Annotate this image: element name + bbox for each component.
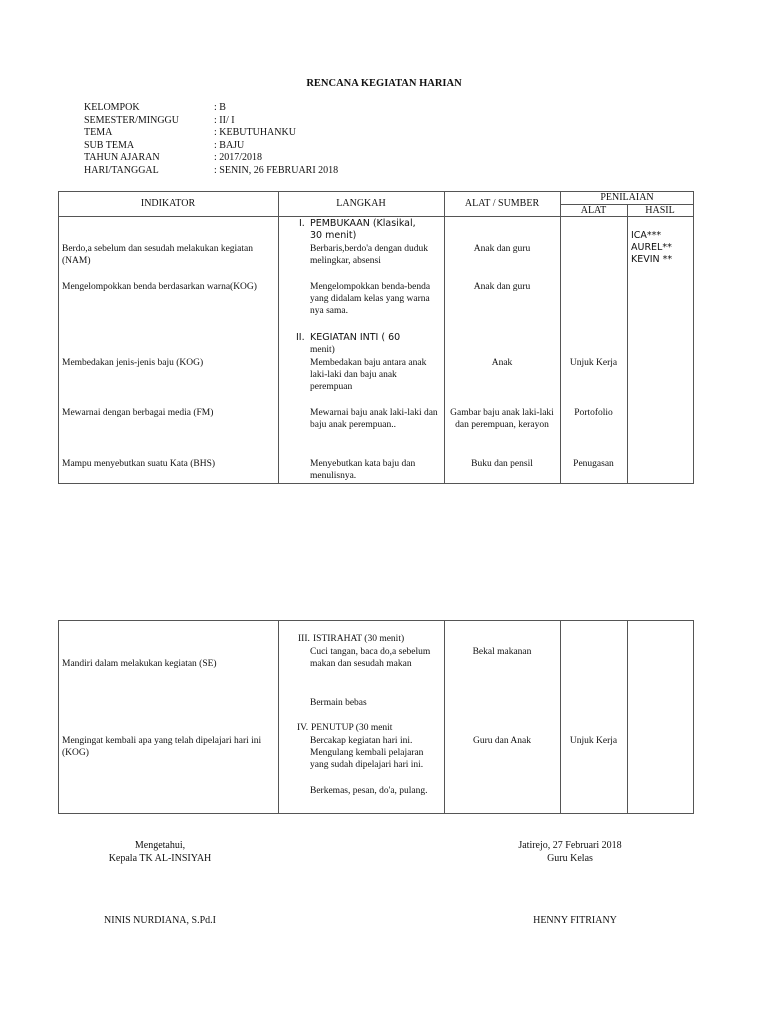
indikator-cell: Membedakan jenis-jenis baju (KOG) <box>62 358 204 368</box>
hasil-list <box>631 230 691 266</box>
signature-right-name: HENNY FITRIANY <box>533 915 617 926</box>
step-number: II. <box>296 332 305 343</box>
step-title: ISTIRAHAT (30 menit) <box>313 634 405 644</box>
info-label: SEMESTER/MINGGU <box>84 114 180 126</box>
indikator-cell: Berdo,a sebelum dan sesudah melakukan kegiatan (NAM) <box>62 244 253 266</box>
info-row-tema <box>84 127 338 140</box>
info-row-semester <box>84 115 338 128</box>
langkah-cell: Berkemas, pesan, do'a, pulang. <box>310 786 428 796</box>
langkah-cell: Bercakap kegiatan hari ini. Mengulang kembali pelajaran yang sudah dipelajari hari ini. <box>310 736 424 770</box>
header-penilaian: PENILAIAN <box>600 192 654 203</box>
langkah-cell: Berbaris,berdo'a dengan duduk melingkar, absensi <box>310 244 429 266</box>
indikator-cell: Mampu menyebutkan suatu Kata (BHS) <box>62 459 216 469</box>
alat-cell: Unjuk Kerja <box>569 358 618 368</box>
header-indikator: INDIKATOR <box>140 198 196 209</box>
alat-cell: Portofolio <box>574 408 613 418</box>
info-label: TAHUN AJARAN <box>84 152 160 163</box>
header-hasil: HASIL <box>645 205 675 216</box>
signature-left-line2: Kepala TK AL-INSIYAH <box>108 852 212 864</box>
signature-left <box>60 840 260 865</box>
page-title: RENCANA KEGIATAN HARIAN <box>306 78 462 89</box>
langkah-cell: Menyebutkan kata baju dan menulisnya. <box>310 459 416 481</box>
indikator-cell: Mewarnai dengan berbagai media (FM) <box>62 408 214 418</box>
info-value: : BAJU <box>214 139 245 151</box>
langkah-cell: Mengelompokkan benda-benda yang didalam kelas yang warna nya sama. <box>310 282 431 316</box>
signature-left-line1: Mengetahui, <box>134 840 186 851</box>
step-title: KEGIATAN INTI ( 60 menit) <box>310 332 401 355</box>
info-row-subtema <box>84 140 338 153</box>
alat-sumber-cell: Anak dan guru <box>473 244 531 254</box>
info-row-kelompok <box>84 102 338 115</box>
header-langkah: LANGKAH <box>336 198 386 209</box>
step-title: PENUTUP (30 menit <box>311 723 393 733</box>
header-alat: ALAT <box>580 205 607 216</box>
hasil-item: ICA*** <box>631 230 662 241</box>
alat-sumber-cell: Buku dan pensil <box>471 459 533 469</box>
indikator-cell: Mengelompokkan benda berdasarkan warna(KOG) <box>62 282 257 292</box>
info-value: : B <box>214 102 226 113</box>
info-label: TEMA <box>84 127 113 138</box>
step-title: PEMBUKAAN (Klasikal, 30 menit) <box>310 218 416 241</box>
alat-cell: Penugasan <box>573 459 614 469</box>
alat-sumber-cell: Bekal makanan <box>472 647 532 657</box>
alat-sumber-cell: Anak <box>491 358 513 368</box>
alat-sumber-cell: Anak dan guru <box>473 282 531 292</box>
indikator-cell: Mengingat kembali apa yang telah dipelajari hari ini (KOG) <box>62 736 262 758</box>
langkah-cell: Bermain bebas <box>310 698 367 708</box>
step-number: IV. <box>297 723 309 733</box>
langkah-cell: Membedakan baju antara anak laki-laki dan baju anak perempuan <box>310 358 427 392</box>
signature-right <box>480 840 660 865</box>
signature-right-line1: Jatirejo, 27 Februari 2018 <box>518 840 622 851</box>
alat-sumber-cell: Gambar baju anak laki-laki dan perempuan, kerayon <box>450 408 554 430</box>
alat-sumber-cell: Guru dan Anak <box>472 736 532 746</box>
info-value: : KEBUTUHANKU <box>214 127 296 138</box>
info-block <box>84 102 338 177</box>
info-label: HARI/TANGGAL <box>84 164 159 176</box>
indikator-cell: Mandiri dalam melakukan kegiatan (SE) <box>62 659 217 669</box>
alat-cell: Unjuk Kerja <box>569 736 618 746</box>
info-value: : 2017/2018 <box>214 152 263 163</box>
info-value: : II/ I <box>214 114 235 126</box>
info-row-hari <box>84 165 338 178</box>
signature-left-name: NINIS NURDIANA, S.Pd.I <box>104 915 216 926</box>
langkah-cell: Cuci tangan, baca do,a sebelum makan dan sesudah makan <box>310 647 431 669</box>
signature-right-line2: Guru Kelas <box>547 852 593 864</box>
header-alat-sumber: ALAT / SUMBER <box>464 198 540 209</box>
info-row-tahun <box>84 152 338 165</box>
hasil-item: AUREL** <box>631 242 672 253</box>
info-label: KELOMPOK <box>84 102 140 113</box>
langkah-cell: Mewarnai baju anak laki-laki dan baju anak perempuan.. <box>310 408 438 430</box>
info-label: SUB TEMA <box>84 139 135 151</box>
step-number: I. <box>299 218 305 229</box>
hasil-item: KEVIN ** <box>631 254 673 265</box>
info-value: : SENIN, 26 FEBRUARI 2018 <box>214 164 339 176</box>
step-number: III. <box>298 634 310 644</box>
